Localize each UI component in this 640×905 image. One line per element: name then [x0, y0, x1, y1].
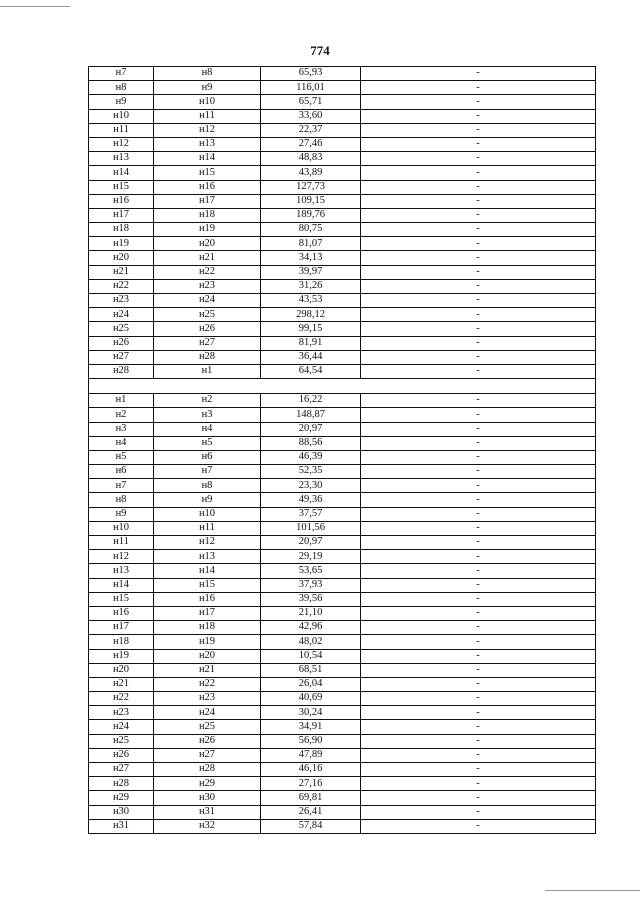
note-cell: - — [361, 550, 596, 564]
table-row — [89, 536, 596, 550]
segment-length-cell: 30,24 — [261, 706, 361, 720]
note-cell: - — [361, 123, 596, 137]
table-row — [89, 606, 596, 620]
note-cell: - — [361, 67, 596, 81]
point-to-cell: н30 — [154, 791, 261, 805]
segment-length-cell: 69,81 — [261, 791, 361, 805]
point-to-cell: н24 — [154, 294, 261, 308]
segment-length-cell: 49,36 — [261, 493, 361, 507]
note-cell: - — [361, 621, 596, 635]
note-cell: - — [361, 734, 596, 748]
table-row — [89, 109, 596, 123]
point-to-cell: н11 — [154, 521, 261, 535]
segment-length-cell: 16,22 — [261, 394, 361, 408]
note-cell: - — [361, 364, 596, 378]
point-to-cell: н9 — [154, 81, 261, 95]
point-to-cell: н31 — [154, 805, 261, 819]
segment-length-cell: 39,97 — [261, 265, 361, 279]
segment-length-cell: 46,39 — [261, 450, 361, 464]
point-to-cell: н13 — [154, 550, 261, 564]
table-row — [89, 364, 596, 378]
point-to-cell: н19 — [154, 635, 261, 649]
segment-length-cell: 65,71 — [261, 95, 361, 109]
segment-length-cell: 64,54 — [261, 364, 361, 378]
note-cell: - — [361, 422, 596, 436]
segment-length-cell: 57,84 — [261, 819, 361, 833]
note-cell: - — [361, 394, 596, 408]
note-cell: - — [361, 436, 596, 450]
point-to-cell: н22 — [154, 677, 261, 691]
segment-length-cell: 42,96 — [261, 621, 361, 635]
point-from-cell: н26 — [89, 336, 154, 350]
point-to-cell: н20 — [154, 649, 261, 663]
point-from-cell: н16 — [89, 606, 154, 620]
table-row — [89, 791, 596, 805]
point-to-cell: н7 — [154, 465, 261, 479]
note-cell: - — [361, 322, 596, 336]
table-row — [89, 592, 596, 606]
point-to-cell: н6 — [154, 450, 261, 464]
segment-length-cell: 148,87 — [261, 408, 361, 422]
section-separator-row — [89, 379, 596, 394]
point-from-cell: н28 — [89, 364, 154, 378]
table-row — [89, 294, 596, 308]
point-to-cell: н25 — [154, 720, 261, 734]
note-cell: - — [361, 748, 596, 762]
table-row — [89, 450, 596, 464]
section-separator-cell — [89, 379, 596, 394]
point-to-cell: н14 — [154, 152, 261, 166]
point-to-cell: н27 — [154, 336, 261, 350]
note-cell: - — [361, 635, 596, 649]
point-from-cell: н19 — [89, 649, 154, 663]
point-to-cell: н5 — [154, 436, 261, 450]
point-to-cell: н27 — [154, 748, 261, 762]
table-row — [89, 95, 596, 109]
note-cell: - — [361, 763, 596, 777]
point-to-cell: н13 — [154, 137, 261, 151]
segment-length-cell: 48,02 — [261, 635, 361, 649]
note-cell: - — [361, 237, 596, 251]
note-cell: - — [361, 408, 596, 422]
note-cell: - — [361, 805, 596, 819]
note-cell: - — [361, 819, 596, 833]
point-from-cell: н14 — [89, 166, 154, 180]
table-row — [89, 819, 596, 833]
note-cell: - — [361, 493, 596, 507]
point-from-cell: н27 — [89, 350, 154, 364]
note-cell: - — [361, 336, 596, 350]
point-from-cell: н7 — [89, 479, 154, 493]
point-from-cell: н23 — [89, 706, 154, 720]
note-cell: - — [361, 578, 596, 592]
segment-length-cell: 68,51 — [261, 663, 361, 677]
note-cell: - — [361, 465, 596, 479]
point-to-cell: н12 — [154, 123, 261, 137]
point-from-cell: н8 — [89, 81, 154, 95]
segment-length-cell: 20,97 — [261, 422, 361, 436]
segment-length-cell: 52,35 — [261, 465, 361, 479]
point-from-cell: н10 — [89, 521, 154, 535]
point-to-cell: н28 — [154, 350, 261, 364]
segment-length-cell: 47,89 — [261, 748, 361, 762]
point-from-cell: н19 — [89, 237, 154, 251]
point-from-cell: н10 — [89, 109, 154, 123]
point-from-cell: н3 — [89, 422, 154, 436]
segment-length-cell: 116,01 — [261, 81, 361, 95]
table-row — [89, 251, 596, 265]
point-from-cell: н9 — [89, 507, 154, 521]
segment-length-cell: 99,15 — [261, 322, 361, 336]
point-to-cell: н22 — [154, 265, 261, 279]
point-from-cell: н12 — [89, 550, 154, 564]
table-row — [89, 208, 596, 222]
segment-length-cell: 10,54 — [261, 649, 361, 663]
note-cell: - — [361, 649, 596, 663]
point-from-cell: н26 — [89, 748, 154, 762]
table-row — [89, 720, 596, 734]
table-row — [89, 279, 596, 293]
segment-length-cell: 27,16 — [261, 777, 361, 791]
point-from-cell: н18 — [89, 223, 154, 237]
point-from-cell: н31 — [89, 819, 154, 833]
point-from-cell: н6 — [89, 465, 154, 479]
page-number: 774 — [310, 43, 330, 58]
table-row — [89, 805, 596, 819]
point-to-cell: н29 — [154, 777, 261, 791]
point-to-cell: н23 — [154, 279, 261, 293]
segment-length-cell: 43,89 — [261, 166, 361, 180]
point-to-cell: н18 — [154, 208, 261, 222]
point-from-cell: н11 — [89, 123, 154, 137]
point-from-cell: н20 — [89, 251, 154, 265]
segment-length-cell: 80,75 — [261, 223, 361, 237]
point-from-cell: н7 — [89, 67, 154, 81]
point-to-cell: н15 — [154, 578, 261, 592]
note-cell: - — [361, 194, 596, 208]
segment-length-cell: 56,90 — [261, 734, 361, 748]
point-from-cell: н23 — [89, 294, 154, 308]
table-row — [89, 521, 596, 535]
point-from-cell: н24 — [89, 720, 154, 734]
segment-length-cell: 37,57 — [261, 507, 361, 521]
note-cell: - — [361, 251, 596, 265]
table-row — [89, 350, 596, 364]
segment-length-cell: 22,37 — [261, 123, 361, 137]
table-row — [89, 137, 596, 151]
point-to-cell: н12 — [154, 536, 261, 550]
segment-length-cell: 26,41 — [261, 805, 361, 819]
table-row — [89, 493, 596, 507]
point-to-cell: н11 — [154, 109, 261, 123]
point-to-cell: н10 — [154, 95, 261, 109]
point-to-cell: н16 — [154, 592, 261, 606]
point-from-cell: н8 — [89, 493, 154, 507]
point-to-cell: н18 — [154, 621, 261, 635]
note-cell: - — [361, 706, 596, 720]
table-row — [89, 748, 596, 762]
segment-length-cell: 46,16 — [261, 763, 361, 777]
table-row — [89, 322, 596, 336]
segment-length-cell: 36,44 — [261, 350, 361, 364]
point-to-cell: н9 — [154, 493, 261, 507]
point-from-cell: н13 — [89, 152, 154, 166]
table-row — [89, 763, 596, 777]
table-row — [89, 578, 596, 592]
note-cell: - — [361, 536, 596, 550]
point-to-cell: н14 — [154, 564, 261, 578]
table-row — [89, 180, 596, 194]
segment-length-cell: 65,93 — [261, 67, 361, 81]
point-from-cell: н15 — [89, 180, 154, 194]
segment-length-cell: 37,93 — [261, 578, 361, 592]
note-cell: - — [361, 223, 596, 237]
table-row — [89, 422, 596, 436]
segment-length-cell: 33,60 — [261, 109, 361, 123]
point-to-cell: н26 — [154, 322, 261, 336]
table-row — [89, 692, 596, 706]
point-from-cell: н18 — [89, 635, 154, 649]
point-from-cell: н29 — [89, 791, 154, 805]
segment-length-cell: 127,73 — [261, 180, 361, 194]
table-row — [89, 237, 596, 251]
segment-length-cell: 23,30 — [261, 479, 361, 493]
table-row — [89, 564, 596, 578]
table-row — [89, 550, 596, 564]
segment-length-cell: 81,07 — [261, 237, 361, 251]
note-cell: - — [361, 677, 596, 691]
point-from-cell: н14 — [89, 578, 154, 592]
point-to-cell: н17 — [154, 606, 261, 620]
segment-length-cell: 20,97 — [261, 536, 361, 550]
point-to-cell: н32 — [154, 819, 261, 833]
boundary-segments-table — [88, 66, 596, 834]
table-row — [89, 394, 596, 408]
point-from-cell: н25 — [89, 734, 154, 748]
point-to-cell: н26 — [154, 734, 261, 748]
segment-length-cell: 27,46 — [261, 137, 361, 151]
segment-length-cell: 34,13 — [261, 251, 361, 265]
point-to-cell: н21 — [154, 251, 261, 265]
point-to-cell: н28 — [154, 763, 261, 777]
note-cell: - — [361, 294, 596, 308]
note-cell: - — [361, 95, 596, 109]
table-body — [89, 67, 596, 834]
note-cell: - — [361, 507, 596, 521]
point-to-cell: н4 — [154, 422, 261, 436]
point-from-cell: н5 — [89, 450, 154, 464]
note-cell: - — [361, 166, 596, 180]
note-cell: - — [361, 521, 596, 535]
table-row — [89, 265, 596, 279]
point-from-cell: н20 — [89, 663, 154, 677]
point-from-cell: н16 — [89, 194, 154, 208]
note-cell: - — [361, 663, 596, 677]
segment-length-cell: 88,56 — [261, 436, 361, 450]
point-from-cell: н13 — [89, 564, 154, 578]
point-from-cell: н21 — [89, 677, 154, 691]
segment-length-cell: 31,26 — [261, 279, 361, 293]
point-to-cell: н21 — [154, 663, 261, 677]
note-cell: - — [361, 350, 596, 364]
point-from-cell: н28 — [89, 777, 154, 791]
bottom-rule — [545, 890, 640, 891]
note-cell: - — [361, 81, 596, 95]
point-to-cell: н20 — [154, 237, 261, 251]
table-row — [89, 67, 596, 81]
segment-length-cell: 189,76 — [261, 208, 361, 222]
table-row — [89, 81, 596, 95]
table-row — [89, 166, 596, 180]
point-from-cell: н22 — [89, 692, 154, 706]
table-row — [89, 706, 596, 720]
point-from-cell: н24 — [89, 308, 154, 322]
segment-length-cell: 298,12 — [261, 308, 361, 322]
point-to-cell: н10 — [154, 507, 261, 521]
point-from-cell: н25 — [89, 322, 154, 336]
note-cell: - — [361, 109, 596, 123]
segment-length-cell: 43,53 — [261, 294, 361, 308]
table-row — [89, 663, 596, 677]
note-cell: - — [361, 137, 596, 151]
note-cell: - — [361, 606, 596, 620]
segment-length-cell: 101,56 — [261, 521, 361, 535]
note-cell: - — [361, 308, 596, 322]
point-from-cell: н17 — [89, 621, 154, 635]
table-row — [89, 123, 596, 137]
segment-length-cell: 48,83 — [261, 152, 361, 166]
point-to-cell: н24 — [154, 706, 261, 720]
point-to-cell: н25 — [154, 308, 261, 322]
segment-length-cell: 81,91 — [261, 336, 361, 350]
top-rule — [0, 6, 70, 7]
note-cell: - — [361, 450, 596, 464]
table-row — [89, 223, 596, 237]
point-from-cell: н12 — [89, 137, 154, 151]
point-from-cell: н2 — [89, 408, 154, 422]
segment-length-cell: 34,91 — [261, 720, 361, 734]
segment-length-cell: 109,15 — [261, 194, 361, 208]
table-row — [89, 677, 596, 691]
table-row — [89, 734, 596, 748]
point-to-cell: н1 — [154, 364, 261, 378]
point-from-cell: н22 — [89, 279, 154, 293]
note-cell: - — [361, 208, 596, 222]
point-to-cell: н3 — [154, 408, 261, 422]
table-row — [89, 194, 596, 208]
table-row — [89, 635, 596, 649]
segment-length-cell: 39,56 — [261, 592, 361, 606]
point-to-cell: н23 — [154, 692, 261, 706]
table-row — [89, 408, 596, 422]
note-cell: - — [361, 564, 596, 578]
note-cell: - — [361, 479, 596, 493]
note-cell: - — [361, 279, 596, 293]
point-to-cell: н17 — [154, 194, 261, 208]
segment-length-cell: 21,10 — [261, 606, 361, 620]
point-from-cell: н11 — [89, 536, 154, 550]
note-cell: - — [361, 791, 596, 805]
note-cell: - — [361, 592, 596, 606]
point-to-cell: н19 — [154, 223, 261, 237]
table-row — [89, 507, 596, 521]
segment-length-cell: 29,19 — [261, 550, 361, 564]
point-to-cell: н2 — [154, 394, 261, 408]
point-to-cell: н8 — [154, 67, 261, 81]
note-cell: - — [361, 692, 596, 706]
note-cell: - — [361, 720, 596, 734]
point-to-cell: н8 — [154, 479, 261, 493]
point-from-cell: н1 — [89, 394, 154, 408]
point-from-cell: н21 — [89, 265, 154, 279]
table-row — [89, 436, 596, 450]
point-to-cell: н16 — [154, 180, 261, 194]
table-row — [89, 621, 596, 635]
point-from-cell: н9 — [89, 95, 154, 109]
table-row — [89, 465, 596, 479]
segment-length-cell: 53,65 — [261, 564, 361, 578]
table-row — [89, 152, 596, 166]
note-cell: - — [361, 152, 596, 166]
note-cell: - — [361, 180, 596, 194]
table-row — [89, 649, 596, 663]
note-cell: - — [361, 777, 596, 791]
table-row — [89, 777, 596, 791]
note-cell: - — [361, 265, 596, 279]
segment-length-cell: 26,04 — [261, 677, 361, 691]
table-row — [89, 479, 596, 493]
table-row — [89, 308, 596, 322]
point-from-cell: н4 — [89, 436, 154, 450]
point-from-cell: н17 — [89, 208, 154, 222]
point-from-cell: н27 — [89, 763, 154, 777]
point-to-cell: н15 — [154, 166, 261, 180]
point-from-cell: н30 — [89, 805, 154, 819]
segment-length-cell: 40,69 — [261, 692, 361, 706]
table-row — [89, 336, 596, 350]
point-from-cell: н15 — [89, 592, 154, 606]
